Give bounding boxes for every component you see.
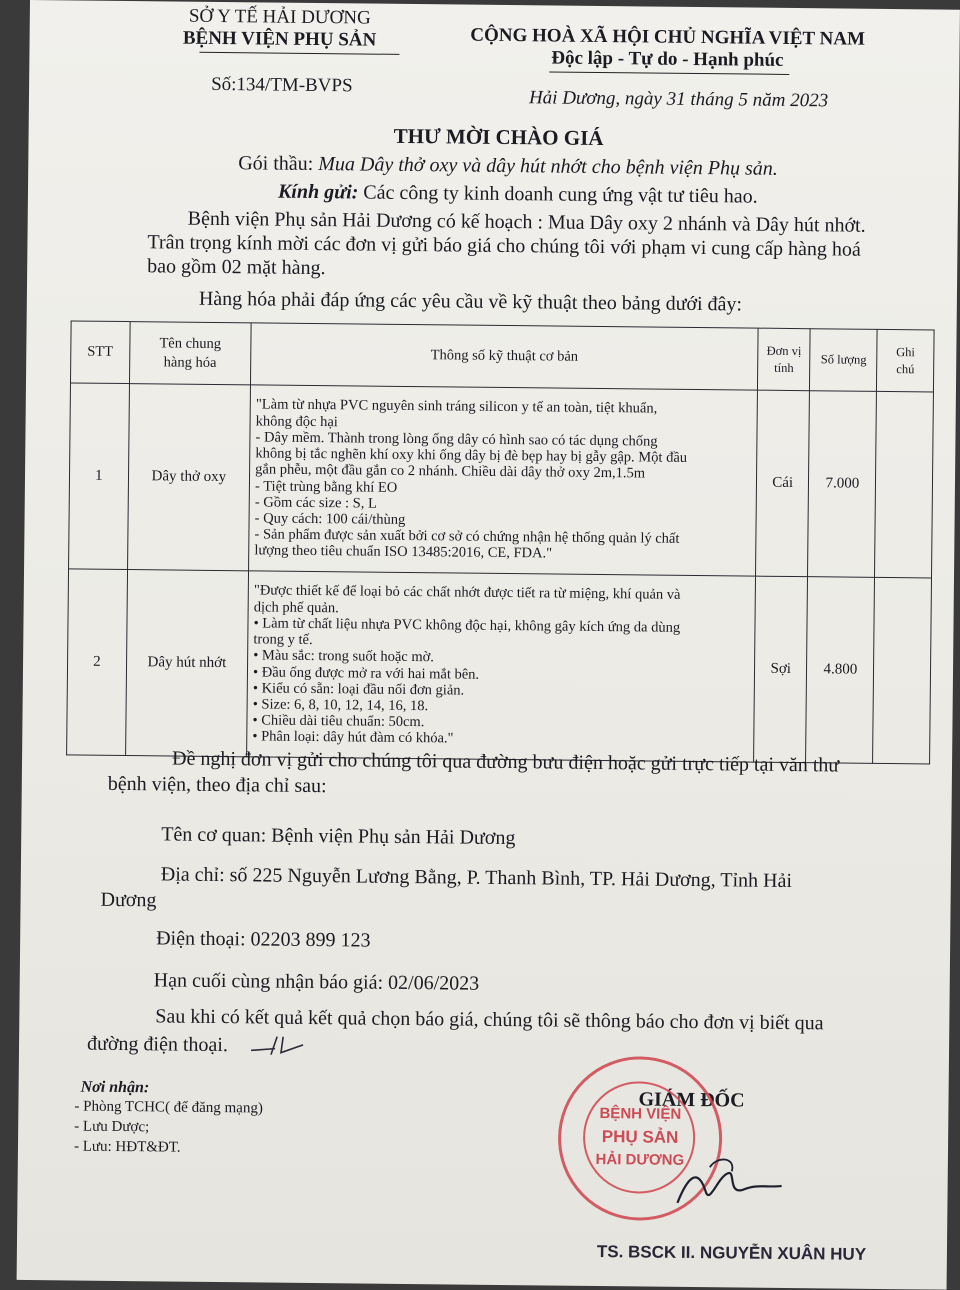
intro-line1: Bệnh viện Phụ sản Hải Dương có kế hoạch : Mua Dây oxy 2 nhánh và Dây hút nhớt. <box>187 207 866 237</box>
contact-address-1: Địa chỉ: số 225 Nguyễn Lương Bằng, P. Thanh Bình, TP. Hải Dương, Tỉnh Hải <box>160 863 793 893</box>
nation-line2: Độc lập - Tự do - Hạnh phúc <box>551 47 784 71</box>
table-header-row <box>70 321 934 392</box>
recipients-title: Nơi nhận: <box>80 1078 150 1097</box>
org-underline <box>199 52 399 55</box>
doc-number: Số:134/TM-BVPS <box>211 73 353 97</box>
closing-line1: Sau khi có kết quả kết quả chọn báo giá, chúng tôi sẽ thông báo cho đơn vị biết qua <box>155 1005 824 1035</box>
org-line1: SỞ Y TẾ HẢI DƯƠNG <box>188 5 371 29</box>
nation-line1: CỘNG HOÀ XÃ HỘI CHỦ NGHĨA VIỆT NAM <box>470 24 866 50</box>
header-name: Tên chung hàng hóa <box>129 322 251 385</box>
recipient-label: Kính gửi: <box>277 180 359 204</box>
contact-deadline: Hạn cuối cùng nhận báo giá: 02/06/2023 <box>153 969 480 995</box>
page-title: THƯ MỜI CHÀO GIÁ <box>393 123 604 151</box>
package-label: Gói thầu: <box>238 152 314 175</box>
contact-agency: Tên cơ quan: Bệnh viện Phụ sản Hải Dương <box>161 823 516 850</box>
official-stamp: BỆNH VIỆN PHỤ SẢN HẢI DƯƠNG <box>557 1056 723 1222</box>
row-qty: 7.000 <box>808 391 877 578</box>
header-unit: Đơn vị tính <box>757 328 810 391</box>
package-line <box>238 152 778 181</box>
place-date: Hải Dương, ngày 31 tháng 5 năm 2023 <box>528 87 829 112</box>
intro-line2: Trân trọng kính mời các đơn vị gửi báo giá cho chúng tôi với phạm vi cung cấp hàng hoá <box>147 231 861 261</box>
package-value: Mua Dây thở oxy và dây hút nhớt cho bệnh viện Phụ sản. <box>318 153 778 180</box>
recipient-item: - Lưu Dược; <box>74 1118 150 1136</box>
table-row <box>67 569 932 764</box>
contact-phone: Điện thoại: 02203 899 123 <box>156 927 371 952</box>
signature-role: GIÁM ĐỐC <box>638 1088 745 1112</box>
spec-table <box>66 320 935 764</box>
signature-icon <box>657 1147 788 1218</box>
signer-name: TS. BSCK II. NGUYỄN XUÂN HUY <box>596 1242 867 1264</box>
org-line2: BỆNH VIỆN PHỤ SẢN <box>182 27 377 51</box>
closing-line2: đường điện thoại. <box>86 1032 229 1057</box>
row-qty: 4.800 <box>806 577 875 764</box>
intro-line3: bao gồm 02 mặt hàng. <box>147 255 326 280</box>
header-stt: STT <box>70 321 129 384</box>
recipient-item: - Phòng TCHC( để đăng mạng) <box>74 1098 263 1117</box>
initial-scribble-icon <box>247 1032 307 1059</box>
row-note <box>873 577 932 764</box>
row-name: Dây thở oxy <box>127 384 250 571</box>
recipient-item: - Lưu: HĐT&ĐT. <box>73 1138 181 1156</box>
header-note: Ghi chú <box>877 329 934 392</box>
row-spec: "Làm từ nhựa PVC nguyên sinh tráng silicon y tế an toàn, tiệt khuẩn, không độc hại - Dây mềm. Thành trong lòng ống dây có hình sao có tác dụng chống không bị tắc nghẽn khí oxy khi ống dây bị đè bẹp hay bị gẫy gập. Một đầu gắn phễu, một đầu gắn co 2 nhánh. Chiều dài dây thở oxy 2m,1.5m - Tiệt trùng bằng khí EO - Gồm các size : S, L - Quy cách: 100 cái/thùng - Sản phẩm được sản xuất bởi cơ sở có chứng nhận hệ thống quản lý chất lượng theo tiêu chuẩn ISO 13485:2016, CE, FDA." <box>249 385 758 576</box>
row-unit: Cái <box>756 390 810 577</box>
request-line2: bệnh viện, theo địa chỉ sau: <box>107 772 327 798</box>
document-page <box>17 0 960 1290</box>
recipient-value: Các công ty kinh doanh cung ứng vật tư tiêu hao. <box>363 181 758 208</box>
header-spec: Thông số kỹ thuật cơ bản <box>251 323 759 390</box>
row-unit: Sợi <box>754 576 808 763</box>
contact-address-2: Dương <box>100 888 157 912</box>
header-qty: Số lượng <box>810 329 878 392</box>
table-row <box>69 383 934 578</box>
row-spec: "Được thiết kế để loại bỏ các chất nhớt được tiết ra từ miệng, khí quản và dịch phế quản. • Làm từ chất liệu nhựa PVC không độc hại, không gây kích ứng da dùng trong y tế. • Màu sắc: trong suốt hoặc mờ. • Đầu ống được mở ra với hai mắt bên. • Kiểu có sẵn: loại đầu nối đơn giản. • Size: 6, 8, 10, 12, 14, 16, 18. • Chiều dài tiêu chuẩn: 50cm. • Phân loại: dây hút đàm có khóa." <box>247 571 756 762</box>
row-name: Dây hút nhớt <box>125 570 248 757</box>
nation-underline <box>549 71 789 75</box>
request-line1: Đề nghị đơn vị gửi cho chúng tôi qua đường bưu điện hoặc gửi trực tiếp tại văn thư <box>171 747 840 777</box>
row-stt: 2 <box>67 569 128 756</box>
row-stt: 1 <box>69 383 130 570</box>
intro-line4: Hàng hóa phải đáp ứng các yêu cầu về kỹ thuật theo bảng dưới đây: <box>198 287 743 316</box>
row-note <box>875 391 934 578</box>
recipient-line <box>278 181 758 209</box>
